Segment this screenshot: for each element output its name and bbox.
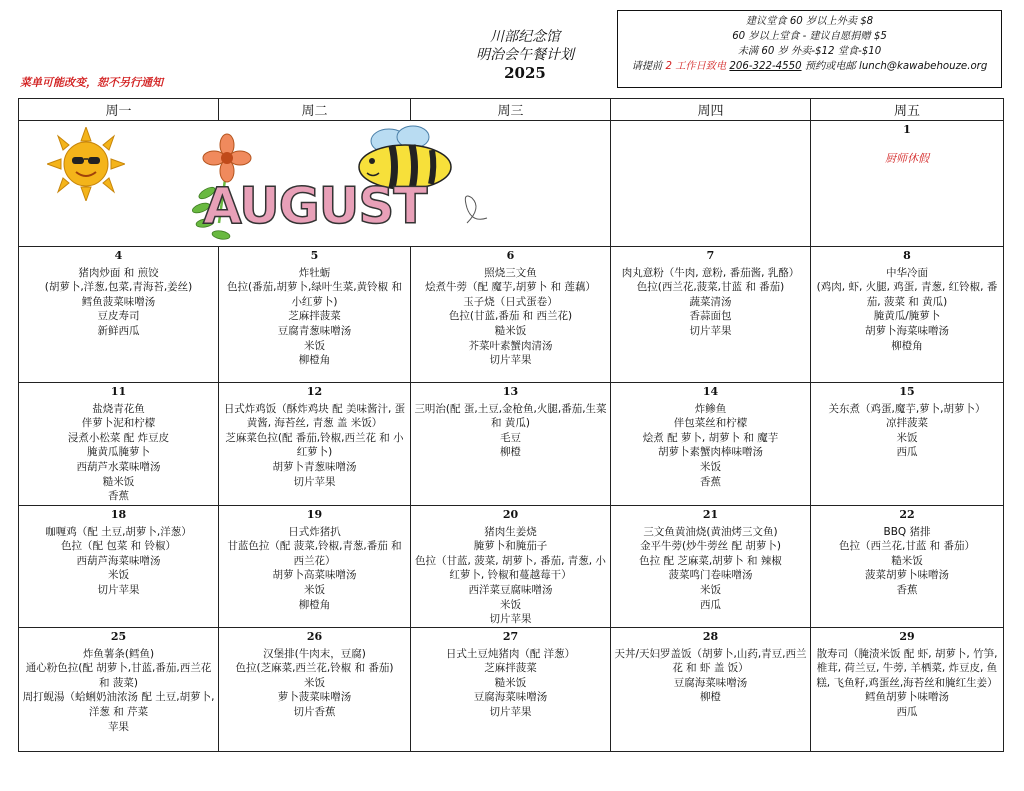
menu-item: 日式炸猪扒	[288, 525, 341, 538]
menu-item: 菠菜鸣门卷味噌汤	[668, 569, 753, 582]
day-number: 8	[903, 249, 911, 262]
day-number: 5	[310, 249, 319, 262]
price-line-1: 建议堂食 60 岁以上外卖 $8	[745, 16, 874, 27]
menu-item: 萝卜菠菜味噌汤	[277, 691, 352, 704]
menu-item: 腌黄瓜腌萝卜	[87, 446, 150, 459]
year: 2025	[504, 64, 546, 82]
title-block	[430, 28, 620, 82]
menu-item: 糙米饭	[891, 554, 923, 567]
menu-item: (胡萝卜,洋葱,包菜,青海苔,姜丝)	[44, 281, 193, 294]
menu-item: 柳橙角	[298, 354, 331, 367]
week-row-1	[19, 121, 1004, 247]
menu-item: 切片苹果	[97, 583, 140, 596]
menu-item: 香蕉	[700, 475, 721, 488]
weekday-mon: 周一	[19, 99, 219, 121]
weekday-tue: 周二	[219, 99, 411, 121]
reserve-mid: 预约或电邮	[804, 61, 856, 72]
menu-item: 色拉(番茄,胡萝卜,绿叶生菜,黄铃椒 和 小红萝卜)	[227, 281, 402, 308]
menu-item: 盐烧青花鱼	[92, 402, 145, 415]
menu-item: 色拉（西兰花,甘蓝 和 番茄）	[838, 540, 975, 553]
menu-item: 甘蓝色拉（配 菠菜,铃椒,青葱,番茄 和 西兰花）	[227, 540, 402, 567]
menu-item: 新鲜西瓜	[97, 324, 140, 337]
week-row-4	[19, 506, 1004, 628]
day-cell-empty	[611, 121, 811, 247]
menu-item: 香蕉	[108, 490, 129, 503]
menu-item: 西瓜	[896, 446, 918, 459]
day-cell	[219, 383, 411, 506]
menu-item: 色拉 配 芝麻菜,胡萝卜 和 辣椒	[639, 554, 782, 567]
menu-item: 西洋菜豆腐味噌汤	[468, 583, 553, 596]
menu-item: 猪肉炒面 和 煎饺	[78, 266, 159, 279]
august-word: AUGUST	[203, 177, 427, 235]
menu-item: 芝麻拌菠菜	[484, 662, 537, 675]
menu-item: 色拉（甘蓝, 菠菜, 胡萝卜, 番茄, 青葱, 小红萝卜, 铃椒和蔓越莓干）	[415, 554, 606, 582]
day-cell	[411, 628, 611, 752]
menu-item: 腌黄瓜/腌萝卜	[873, 310, 941, 323]
day-number: 18	[110, 508, 127, 521]
day-cell	[611, 506, 811, 628]
menu-item: 通心粉色拉(配 胡萝卜,甘蓝,番茄,西兰花 和 菠菜)	[25, 662, 212, 689]
menu-item: 金平牛蒡(炒牛蒡丝 配 胡萝卜)	[640, 540, 781, 553]
week-row-5	[19, 628, 1004, 752]
menu-item: 鳕鱼菠菜味噌汤	[81, 295, 156, 308]
reserve-days: 2 工作日致电	[665, 61, 727, 72]
weekday-thu: 周四	[611, 99, 811, 121]
menu-item: 切片苹果	[489, 705, 532, 718]
day-cell	[19, 628, 219, 752]
day-cell	[611, 628, 811, 752]
day-cell	[811, 628, 1004, 752]
menu-item: 切片苹果	[689, 324, 732, 337]
menu-item: 伴包菜丝和柠檬	[673, 417, 748, 430]
menu-item: 浸煮小松菜 配 炸豆皮	[67, 431, 170, 444]
day-cell	[811, 247, 1004, 383]
menu-item: 豆腐海菜味噌汤	[473, 691, 548, 704]
menu-item: 照烧三文鱼	[484, 266, 537, 279]
menu-item: 咖喱鸡（配 土豆,胡萝卜,洋葱）	[45, 525, 192, 538]
day-number: 12	[306, 385, 323, 398]
menu-item: 日式炸鸡饭（酥炸鸡块 配 美味酱汁, 蛋黄酱, 海苔丝, 青葱 盖 米饭）	[223, 402, 406, 430]
menu-item: 炸鱼薯条(鳕鱼)	[82, 647, 155, 660]
menu-item: 芝麻拌菠菜	[288, 310, 341, 323]
weekday-header-row	[19, 99, 1004, 121]
day-cell	[19, 247, 219, 383]
menu-item: 胡萝卜青葱味噌汤	[272, 460, 357, 473]
menu-item: 烩煮牛蒡（配 魔芋,胡萝卜 和 莲藕）	[425, 281, 596, 294]
day-cell	[411, 383, 611, 506]
menu-item: 香蒜面包	[689, 310, 732, 323]
menu-item: 三明治(配 蛋,土豆,金枪鱼,火腿,番茄,生菜 和 黄瓜)	[414, 402, 607, 430]
menu-item: 糙米饭	[102, 475, 135, 488]
day-number: 15	[899, 385, 915, 398]
weekday-wed: 周三	[411, 99, 611, 121]
day-number: 13	[502, 385, 519, 398]
menu-item: 豆腐海菜味噌汤	[673, 676, 748, 689]
day-number: 28	[702, 630, 719, 643]
menu-item: 米饭	[700, 460, 721, 473]
day-cell	[219, 247, 411, 383]
menu-item: 柳橙角	[298, 598, 331, 611]
menu-item: BBQ 猪排	[883, 525, 931, 538]
day-cell	[411, 247, 611, 383]
menu-item: 胡萝卜高菜味噌汤	[272, 569, 357, 582]
menu-item: (鸡肉, 虾, 火腿, 鸡蛋, 青葱, 红铃椒, 番茄, 菠菜 和 黄瓜)	[816, 281, 998, 308]
menu-item: 凉拌菠菜	[886, 417, 928, 430]
day-number: 21	[702, 508, 719, 521]
price-line-4	[618, 59, 1001, 74]
menu-item: 米饭	[304, 339, 325, 352]
day-number: 25	[110, 630, 127, 643]
menu-item: 菠菜胡萝卜味噌汤	[865, 569, 949, 582]
menu-item: 胡萝卜海菜味噌汤	[865, 324, 949, 337]
menu-item: 糙米饭	[494, 324, 527, 337]
menu-item: 切片香蕉	[293, 705, 336, 718]
menu-item: 切片苹果	[489, 613, 532, 626]
menu-item: 西葫芦水菜味噌汤	[76, 460, 161, 473]
day-cell-1	[811, 121, 1004, 247]
day-cell	[611, 383, 811, 506]
price-line-3: 未满 60 岁 外卖-$12 堂食-$10	[737, 46, 882, 57]
menu-item: 蔬菜清汤	[689, 295, 732, 308]
menu-item: 米饭	[304, 583, 325, 596]
menu-item: 芝麻菜色拉(配 番茄,铃椒,西兰花 和 小红萝卜)	[225, 431, 404, 459]
day-cell	[811, 506, 1004, 628]
menu-item: 米饭	[700, 583, 721, 596]
menu-item: 米饭	[896, 431, 918, 444]
day-number: 27	[502, 630, 519, 643]
menu-item: 毛豆	[500, 431, 521, 444]
week-row-2	[19, 247, 1004, 383]
menu-item: 色拉(西兰花,菠菜,甘蓝 和 番茄)	[636, 281, 785, 294]
menu-item: 米饭	[108, 569, 129, 582]
day-number: 4	[114, 249, 123, 262]
email-address[interactable]: lunch@kawabehouze.org	[859, 61, 988, 72]
menu-item: 散寿司（腌渍米饭 配 虾, 胡萝卜, 竹笋, 椎茸, 荷兰豆, 牛蒡, 羊栖菜, 炸豆皮, 鱼糕, 飞鱼籽,鸡蛋丝,海苔丝和腌红生姜）	[816, 647, 998, 689]
menu-item: 豆腐青葱味噌汤	[277, 324, 352, 337]
menu-item: 三文鱼黄油烧(黄油烤三文鱼)	[643, 525, 778, 538]
menu-item: 伴萝卜泥和柠檬	[81, 417, 156, 430]
menu-item: 关东煮（鸡蛋,魔芋,萝卜,胡萝卜）	[828, 402, 986, 415]
day-number: 14	[702, 385, 719, 398]
price-line-2: 60 岁以上堂食 - 建议自愿捐赠 $5	[732, 31, 887, 42]
menu-item: 西葫芦海菜味噌汤	[76, 554, 161, 567]
holiday-note: 厨师休假	[885, 151, 929, 165]
day-number: 19	[306, 508, 323, 521]
day-number: 22	[899, 508, 915, 521]
price-info-box	[617, 10, 1002, 88]
day-number: 1	[903, 123, 911, 136]
menu-item: 色拉(芝麻菜,西兰花,铃椒 和 番茄)	[235, 662, 394, 675]
org-name: 川部纪念馆	[490, 29, 560, 45]
menu-item: 烩煮 配 萝卜, 胡萝卜 和 魔芋	[642, 431, 779, 444]
menu-item: 柳橙	[500, 446, 521, 459]
day-cell	[811, 383, 1004, 506]
menu-item: 切片苹果	[293, 475, 336, 488]
menu-item: 胡萝卜素蟹肉棒味噌汤	[658, 446, 763, 459]
menu-change-notice: 菜单可能改变，恕不另行通知	[20, 76, 163, 89]
day-cell	[219, 628, 411, 752]
weekday-fri: 周五	[811, 99, 1004, 121]
menu-item: 米饭	[304, 676, 325, 689]
day-number: 6	[506, 249, 515, 262]
sun-icon	[47, 127, 125, 201]
day-number: 26	[306, 630, 323, 643]
menu-item: 腌萝卜和腌茄子	[473, 540, 548, 553]
menu-item: 玉子烧（日式蛋卷）	[463, 295, 558, 308]
menu-item: 日式土豆炖猪肉（配 洋葱）	[445, 647, 576, 660]
menu-item: 中华冷面	[886, 266, 928, 279]
menu-item: 柳橙	[700, 691, 721, 704]
day-cell	[611, 247, 811, 383]
menu-item: 西瓜	[700, 598, 721, 611]
menu-item: 天丼/天妇罗盖饭（胡萝卜,山药,青豆,西兰花 和 虾 盖 饭）	[614, 647, 807, 675]
day-number: 29	[899, 630, 915, 643]
day-cell	[19, 506, 219, 628]
menu-item: 肉丸意粉（牛肉, 意粉, 番茄酱, 乳酪）	[621, 266, 800, 279]
menu-item: 芥菜叶素蟹肉清汤	[468, 339, 553, 352]
menu-item: 切片苹果	[489, 354, 532, 367]
menu-item: 糙米饭	[494, 676, 527, 689]
menu-item: 色拉（配 包菜 和 铃椒）	[60, 540, 176, 553]
menu-item: 香蕉	[896, 583, 918, 596]
day-number: 7	[706, 249, 715, 262]
program-name: 明治会午餐计划	[476, 47, 574, 63]
day-number: 11	[110, 385, 127, 398]
day-cell	[411, 506, 611, 628]
day-cell	[19, 383, 219, 506]
lunch-calendar	[18, 98, 1004, 752]
menu-item: 柳橙角	[891, 339, 923, 352]
menu-item: 鳕鱼胡萝卜味噌汤	[865, 691, 949, 704]
august-banner	[167, 123, 497, 243]
day-number: 20	[502, 508, 519, 521]
menu-item: 西瓜	[896, 705, 918, 718]
menu-item: 炸牡蛎	[298, 266, 331, 279]
menu-item: 猪肉生姜烧	[484, 525, 537, 538]
menu-item: 色拉(甘蓝,番茄 和 西兰花)	[448, 310, 573, 323]
august-art-cell	[19, 121, 611, 247]
menu-item: 汉堡排(牛肉末，豆腐)	[263, 647, 366, 660]
week-row-3	[19, 383, 1004, 506]
phone-number[interactable]: 206-322-4550	[729, 61, 802, 72]
menu-item: 周打蚬湯（蛤蜊奶油浓汤 配 土豆,胡萝卜,洋葱 和 芹菜	[22, 691, 215, 718]
day-cell	[219, 506, 411, 628]
menu-item: 炸鲹鱼	[694, 402, 727, 415]
menu-item: 苹果	[108, 720, 129, 733]
menu-item: 米饭	[500, 598, 521, 611]
reserve-prefix: 请提前	[631, 61, 663, 72]
menu-item: 豆皮寿司	[97, 310, 140, 323]
